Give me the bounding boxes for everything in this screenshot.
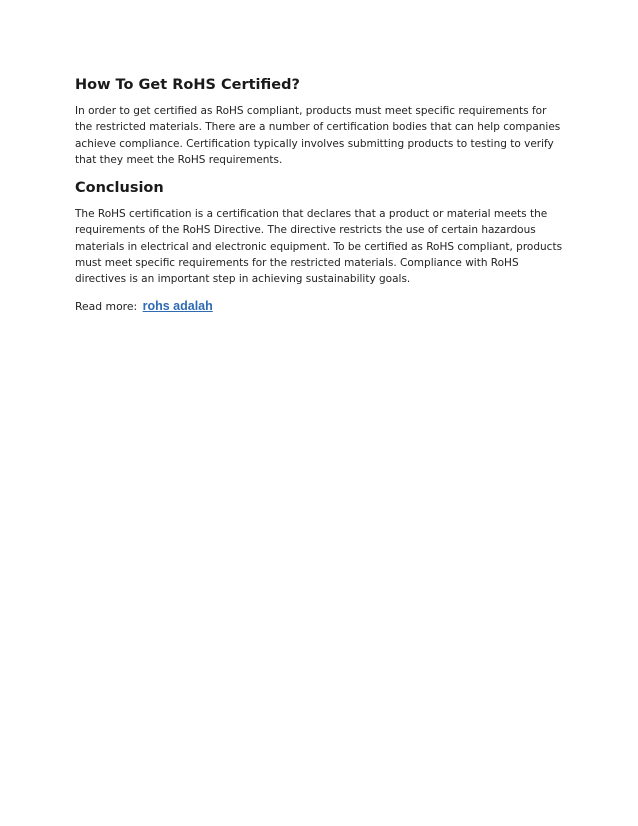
- read-more-prefix: Read more:: [75, 299, 138, 313]
- section-heading-conclusion: Conclusion: [75, 180, 164, 197]
- section-heading-how-to-get-certified: How To Get RoHS Certified?: [75, 77, 300, 93]
- section-paragraph-conclusion: The RoHS certification is a certification that declares that a product or material meets the requirements of the RoHS Directive. The directive restricts the use of certain hazardous materials in electrical and electronic equipment. To be certified as RoHS compliant, products must meet specific requirements for the restricted materials. Compliance with RoHS directives is an important step in achieving sustainability goals.: [75, 208, 563, 286]
- read-more-line: [75, 297, 565, 316]
- document-content: [75, 74, 565, 316]
- section-paragraph-how-to-get-certified: In order to get certified as RoHS compliant, products must meet specific requirements for the restricted materials. There are a number of certification bodies that can help companies achieve compliance. Certification typically involves submitting products to testing to verify that they meet the RoHS requirements.: [75, 105, 561, 166]
- read-more-link[interactable]: rohs adalah: [142, 298, 213, 313]
